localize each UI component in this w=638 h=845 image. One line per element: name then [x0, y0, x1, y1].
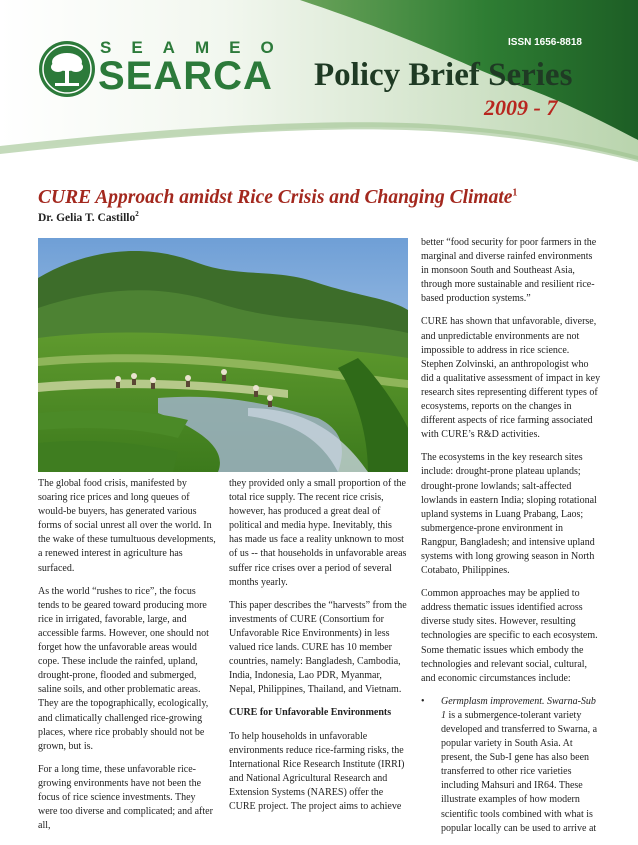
paragraph: To help households in unfavorable environments reduce rice-farming risks, the International Rice Research Institute (IRRI) and National Agricultural Research and Extension Systems (NARES) offer the CURE project. The project aims to achieve — [229, 730, 405, 812]
tree-emblem-icon — [38, 40, 96, 98]
series-title: Policy Brief Series — [314, 57, 573, 93]
rice-terraces-illustration — [38, 238, 408, 472]
paragraph: The global food crisis, manifested by soaring rice prices and long queues of would-be buyers, has generated various forms of social unrest all over the world. In the wake of these tumultuous developments, a renewed interest in agriculture has surfaced. — [38, 478, 216, 574]
logo-searca-text: SEARCA — [98, 54, 273, 98]
paragraph: This paper describes the “harvests” from the investments of CURE (Consortium for Unfavorable Rice Environments) in less valued rice lands. CURE has 10 member countries, namely: Bangladesh, Cambodia, India, Indonesia, Lao PDR, Myanmar, Nepal, Philippines, Thailand, and Vietnam. — [229, 599, 407, 696]
paragraph: As the world “rushes to rice”, the focus tends to be geared toward producing more rice in irrigated, favorable, large, and accessible farms. However, one should not forget how the unfavorable areas would cope. These include the rainfed, upland, drought-prone, flooded and submerged, saline soils, and other problematic areas. They are the topographically, ecologically, and climatically challenged rice-growing places, where rice probably should not be grown, but is. — [38, 585, 209, 752]
bullet-text: is a submergence-tolerant variety developed and transferred to Swarna, a popular variety in South Asia. At present, the Sub-I gene has also been transferred to other rice varieties including Mahsuri and IR64. These illustrate examples of how modern scientific tools combined with what is popular locally can be used to arrive at — [441, 709, 598, 834]
bullet-mark: • — [421, 695, 425, 707]
paragraph: better “food security for poor farmers in the marginal and diverse rainfed environments in monsoon South and Southeast Asia, through more sustainable and resilient rice-based production systems.” — [421, 237, 597, 305]
article-author: Dr. Gelia T. Castillo$^2$ — [38, 210, 139, 224]
rice-terraces-photo — [38, 238, 408, 472]
article-title: CURE Approach amidst Rice Crisis and Changing Climate$^1$ — [38, 187, 518, 208]
author-footnote-mark: 2 — [135, 210, 139, 218]
paragraph: For a long time, these unfavorable rice-growing environments have not been the focus of rice science investments. They were too diverse and complicated; and after all, — [38, 763, 213, 832]
bullet-term: Germplasm improvement. Swarna-Sub 1 — [441, 695, 596, 721]
paragraph: CURE has shown that unfavorable, diverse, and unpredictable environments are not impossible to address in rice science. Stephen Zolvinski, an anthropologist who did a qualitative assessment of impact in key research sites representing different types of ecosystems, reports on the changes in different aspects of rice farming associated with CURE’s R&D activities. — [421, 316, 601, 441]
paragraph: The ecosystems in the key research sites include: drought-prone plateau uplands; drought-prone lowlands; salt-affected lowlands in eastern India; sloping rotational upland systems in Luang Prabang, Laos; submergence-prone environment in Rangpur, Bangladesh; and intensive upland systems with long growing season in North Cotabato, Philippines. — [421, 452, 597, 577]
text-column-3 — [421, 236, 601, 845]
title-footnote-mark: 1 — [512, 187, 518, 199]
bullet-item — [421, 695, 601, 836]
issn-label: ISSN 1656-8818 — [508, 37, 582, 48]
paragraph: they provided only a small proportion of the total rice supply. The recent rice crisis, however, has produced a great deal of political and media hype. Inevitably, this has made us face a reality unknown to most of us -- that households in unfavorable areas suffer rice crises over a period of several months yearly. — [229, 478, 407, 588]
section-heading: CURE for Unfavorable Environments — [229, 707, 392, 719]
header-banner — [0, 0, 638, 170]
issue-number: 2009 - 7 — [484, 95, 558, 120]
text-column-2 — [229, 477, 407, 823]
paragraph: Common approaches may be applied to address thematic issues identified across diverse study sites. However, resulting technologies are specific to each ecosystem. Some thematic issues which embody the technologies and relevant social, cultural, and economic circumstances include: — [421, 588, 598, 684]
logo-seameo-text: SEAMEO — [100, 38, 294, 57]
text-column-1 — [38, 477, 216, 842]
